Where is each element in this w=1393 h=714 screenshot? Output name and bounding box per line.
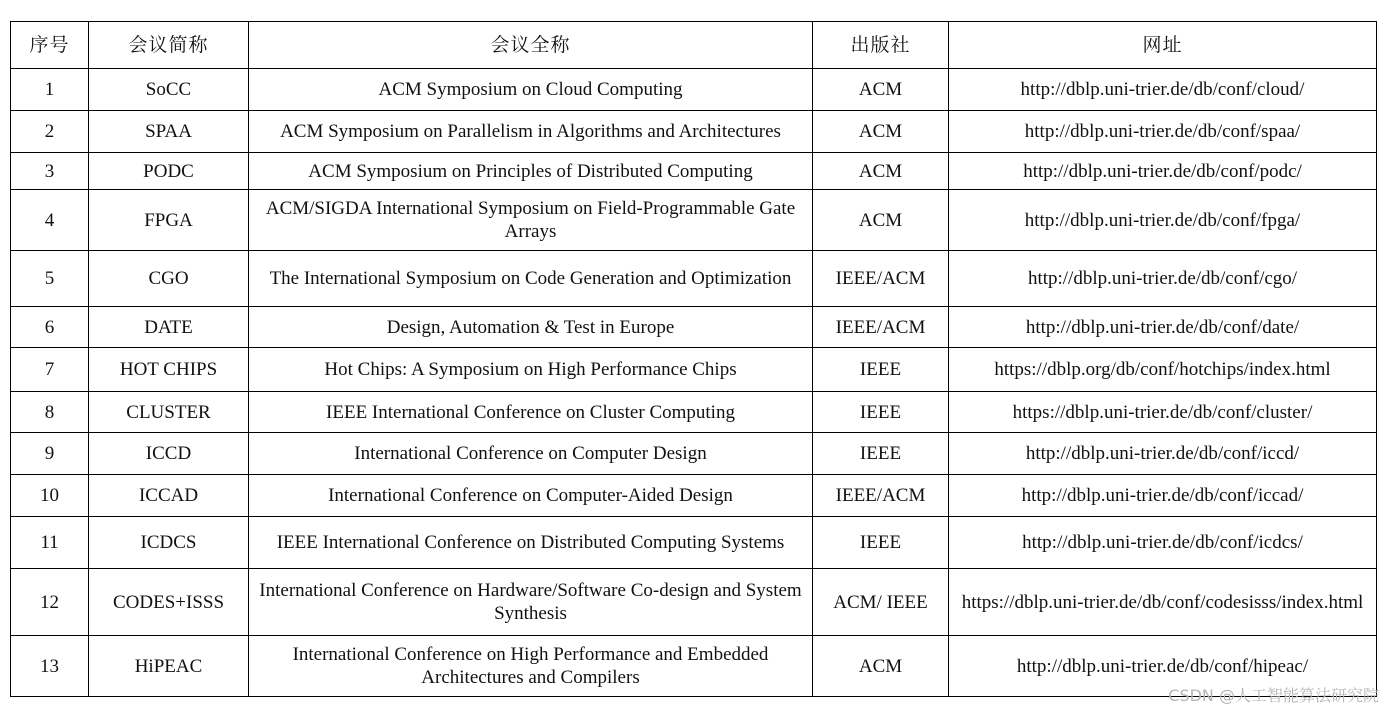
cell-full-name: ACM Symposium on Parallelism in Algorithms and Architectures [249,111,813,153]
cell-full-name: IEEE International Conference on Cluster Computing [249,392,813,433]
cell-abbr: DATE [89,307,249,348]
cell-full-name: IEEE International Conference on Distributed Computing Systems [249,517,813,569]
header-publisher: 出版社 [813,22,949,69]
cell-full-name: International Conference on High Performance and Embedded Architectures and Compilers [249,636,813,697]
table-row [11,307,1377,348]
header-url: 网址 [949,22,1377,69]
table-row [11,569,1377,636]
cell-url: http://dblp.uni-trier.de/db/conf/iccad/ [949,475,1377,517]
cell-no: 2 [11,111,89,153]
cell-no: 5 [11,251,89,307]
header-no: 序号 [11,22,89,69]
cell-no: 4 [11,190,89,251]
cell-abbr: SPAA [89,111,249,153]
table-row [11,69,1377,111]
cell-no: 8 [11,392,89,433]
table-row [11,517,1377,569]
cell-full-name: Design, Automation & Test in Europe [249,307,813,348]
cell-full-name: Hot Chips: A Symposium on High Performance Chips [249,348,813,392]
cell-abbr: PODC [89,153,249,190]
cell-url: http://dblp.uni-trier.de/db/conf/fpga/ [949,190,1377,251]
cell-abbr: SoCC [89,69,249,111]
cell-full-name: ACM Symposium on Principles of Distributed Computing [249,153,813,190]
cell-abbr: CODES+ISSS [89,569,249,636]
cell-no: 11 [11,517,89,569]
conference-table [10,21,1377,697]
table-header-row [11,22,1377,69]
cell-full-name: International Conference on Computer-Aided Design [249,475,813,517]
cell-abbr: ICCAD [89,475,249,517]
cell-no: 9 [11,433,89,475]
cell-no: 6 [11,307,89,348]
cell-publisher: ACM [813,111,949,153]
cell-publisher: IEEE [813,348,949,392]
table-row [11,190,1377,251]
cell-publisher: ACM [813,153,949,190]
cell-url: http://dblp.uni-trier.de/db/conf/spaa/ [949,111,1377,153]
table-row [11,111,1377,153]
table-row [11,433,1377,475]
cell-publisher: ACM [813,69,949,111]
cell-full-name: International Conference on Hardware/Software Co-design and System Synthesis [249,569,813,636]
cell-url: http://dblp.uni-trier.de/db/conf/podc/ [949,153,1377,190]
cell-url: http://dblp.uni-trier.de/db/conf/icdcs/ [949,517,1377,569]
header-abbr: 会议简称 [89,22,249,69]
cell-url: http://dblp.uni-trier.de/db/conf/cloud/ [949,69,1377,111]
cell-no: 7 [11,348,89,392]
table-row [11,392,1377,433]
header-full-name: 会议全称 [249,22,813,69]
cell-full-name: International Conference on Computer Design [249,433,813,475]
table-row [11,251,1377,307]
cell-full-name: ACM/SIGDA International Symposium on Field-Programmable Gate Arrays [249,190,813,251]
cell-publisher: ACM [813,190,949,251]
cell-publisher: IEEE [813,392,949,433]
cell-full-name: ACM Symposium on Cloud Computing [249,69,813,111]
cell-publisher: ACM/ IEEE [813,569,949,636]
cell-url: http://dblp.uni-trier.de/db/conf/iccd/ [949,433,1377,475]
cell-no: 1 [11,69,89,111]
cell-url: https://dblp.uni-trier.de/db/conf/cluster/ [949,392,1377,433]
cell-abbr: CGO [89,251,249,307]
cell-abbr: CLUSTER [89,392,249,433]
cell-publisher: IEEE/ACM [813,475,949,517]
cell-abbr: HiPEAC [89,636,249,697]
cell-publisher: IEEE [813,433,949,475]
cell-publisher: IEEE [813,517,949,569]
cell-publisher: IEEE/ACM [813,251,949,307]
cell-url: http://dblp.uni-trier.de/db/conf/hipeac/ [949,636,1377,697]
cell-abbr: ICDCS [89,517,249,569]
cell-url: http://dblp.uni-trier.de/db/conf/date/ [949,307,1377,348]
csdn-watermark: CSDN @人工智能算法研究院 [1168,686,1379,705]
cell-abbr: ICCD [89,433,249,475]
cell-url: https://dblp.org/db/conf/hotchips/index.html [949,348,1377,392]
table-row [11,153,1377,190]
cell-publisher: ACM [813,636,949,697]
cell-publisher: IEEE/ACM [813,307,949,348]
cell-no: 10 [11,475,89,517]
table-row [11,475,1377,517]
cell-abbr: FPGA [89,190,249,251]
cell-full-name: The International Symposium on Code Generation and Optimization [249,251,813,307]
cell-no: 3 [11,153,89,190]
cell-no: 12 [11,569,89,636]
cell-no: 13 [11,636,89,697]
cell-url: http://dblp.uni-trier.de/db/conf/cgo/ [949,251,1377,307]
table-row [11,348,1377,392]
cell-url: https://dblp.uni-trier.de/db/conf/codesisss/index.html [949,569,1377,636]
cell-abbr: HOT CHIPS [89,348,249,392]
